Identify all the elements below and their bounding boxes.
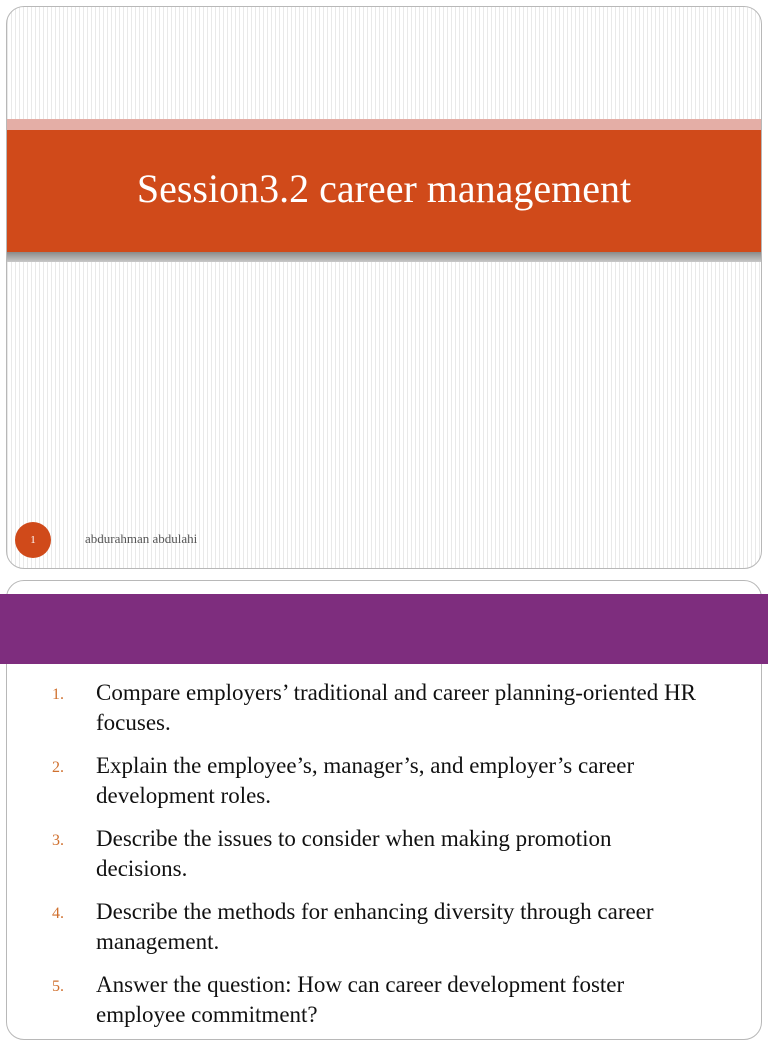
slide-1 xyxy=(6,6,762,569)
objective-text: Explain the employee’s, manager’s, and employer’s career development roles. xyxy=(96,753,635,808)
objective-text: Answer the question: How can career development foster employee commitment? xyxy=(96,972,625,1027)
title-band-highlight xyxy=(7,119,761,130)
objective-number: 2. xyxy=(52,759,64,776)
objective-text: Describe the issues to consider when making promotion decisions. xyxy=(96,826,612,881)
objective-item xyxy=(0,970,768,1030)
slide-2-title-band xyxy=(0,594,768,664)
objective-item xyxy=(0,678,768,738)
footer-author: abdurahman abdulahi xyxy=(85,531,198,546)
objective-item xyxy=(0,897,768,957)
objective-text: Describe the methods for enhancing diversity through career management. xyxy=(96,899,654,954)
objective-number: 1. xyxy=(52,686,64,703)
slide-number-badge: 1 xyxy=(15,522,51,558)
objective-text: Compare employers’ traditional and career planning-oriented HR focuses. xyxy=(96,680,696,735)
objective-number: 3. xyxy=(52,832,64,849)
title-band-shadow xyxy=(7,252,761,262)
objectives-list xyxy=(0,678,768,1043)
objective-number: 4. xyxy=(52,905,64,922)
title-band xyxy=(7,130,761,252)
objective-item xyxy=(0,824,768,884)
objective-number: 5. xyxy=(52,978,64,995)
objective-item xyxy=(0,751,768,811)
slide-title: Session3.2 career management xyxy=(136,165,632,211)
